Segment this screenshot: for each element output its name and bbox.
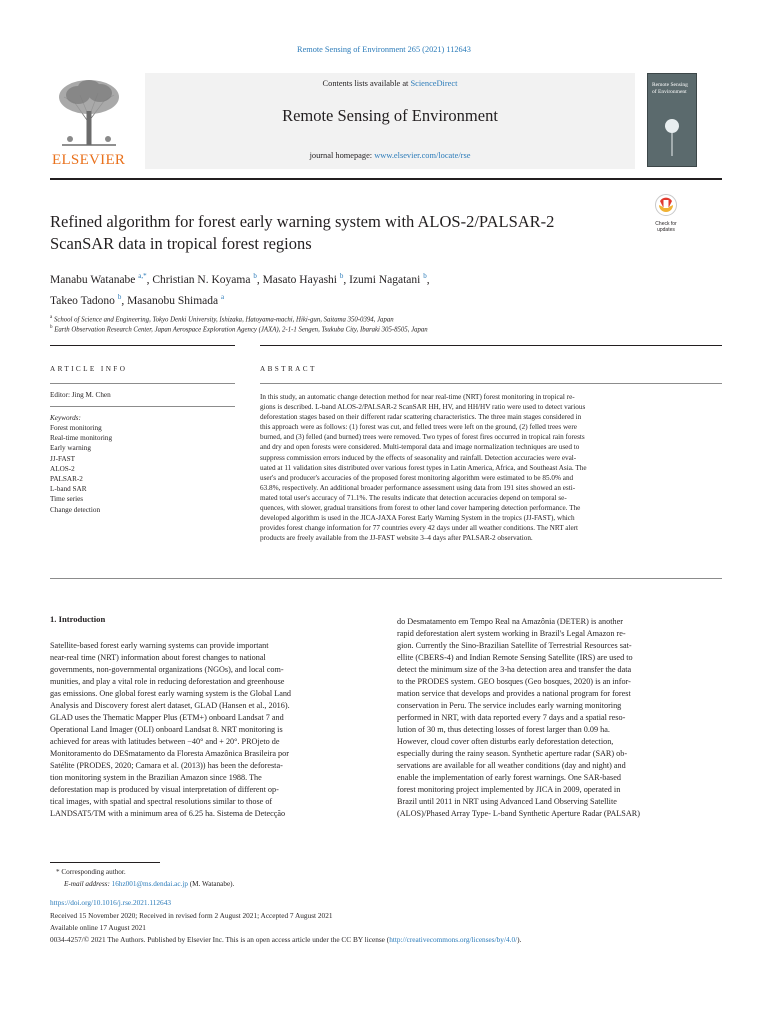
- body-line: enable the implementation of early forest warnings. One SAR-based: [397, 773, 621, 782]
- article-title: [50, 211, 670, 255]
- intro-right-column: [397, 616, 722, 820]
- abstract-bottom-rule: [50, 578, 722, 579]
- intro-left-column: [50, 640, 380, 820]
- body-line: especially during the rainy season. Synthetic aperture radar (SAR) ob-: [397, 749, 628, 758]
- abstract-line: developed algorithm is used in the JICA-JAXA Forest Early Warning System in the tropics (JJ-FAST), which: [260, 514, 575, 523]
- footnote-rule: [50, 862, 160, 863]
- article-title-line-1: Refined algorithm for forest early warning system with ALOS-2/PALSAR-2: [50, 212, 555, 231]
- keywords-list: [50, 423, 235, 515]
- journal-cover-thumbnail[interactable]: [647, 73, 697, 167]
- journal-name: Remote Sensing of Environment: [282, 106, 498, 125]
- keyword: PALSAR-2: [50, 475, 83, 484]
- abstract-line: uated at 11 validation sites distributed over various forest types in Latin America, Africa, and Southeast Asia. The: [260, 463, 587, 472]
- journal-masthead: [145, 73, 635, 169]
- body-line: to the PRODES system. GEO bosques (Geo bosques, 2020) is an infor-: [397, 677, 631, 686]
- keyword: JJ-FAST: [50, 454, 76, 463]
- doi-link[interactable]: https://doi.org/10.1016/j.rse.2021.112643: [50, 898, 172, 907]
- body-line: achieved for areas with latitudes between −40° and + 20°. PROjeto de: [50, 737, 280, 746]
- author-affiliation-mark[interactable]: b: [253, 272, 257, 280]
- available-online: Available online 17 August 2021: [50, 923, 146, 932]
- body-line: servations are available for all weather conditions (day and night) and: [397, 761, 626, 770]
- body-line: (ALOS)/Phased Array Type- L-band Synthetic Aperture Radar (PALSAR): [397, 809, 640, 818]
- license-link[interactable]: http://creativecommons.org/licenses/by/4.0/: [389, 935, 518, 944]
- contents-line: [145, 79, 635, 88]
- received-dates: Received 15 November 2020; Received in revised form 2 August 2021; Accepted 7 August 2021: [50, 911, 333, 920]
- elsevier-logo[interactable]: [50, 73, 128, 169]
- email-link[interactable]: 16hz001@ms.dendai.ac.jp: [111, 880, 188, 888]
- author-affiliation-mark[interactable]: a,*: [138, 272, 147, 280]
- body-line: Satellite-based forest early warning systems can provide important: [50, 641, 269, 650]
- author-affiliation-mark[interactable]: b: [423, 272, 427, 280]
- body-line: LANDSAT5/TM with a minimum area of 6.25 ha. Sistema de Detecção: [50, 809, 286, 818]
- abstract-line: and dry and open forests were considered. Multi-temporal data and image normalization techniques are used to: [260, 443, 580, 452]
- abstract-body: [260, 392, 718, 543]
- body-line: forest monitoring project implemented by JICA in 2009, operated in: [397, 785, 621, 794]
- body-line: conservation in Peru. The service includes early warning monitoring: [397, 701, 622, 710]
- abstract-line: gions is described. L-band ALOS-2/PALSAR-2 ScanSAR HH, HV, and HH/HV ratio were used to detect various: [260, 403, 586, 412]
- abstract-line: 63.8%, respectively. An additional broader performance assessment using data from 191 sites showed an esti-: [260, 483, 576, 492]
- editor-divider: [50, 406, 235, 407]
- affiliation-mark: a: [50, 315, 53, 320]
- body-line: Satélite (PRODES, 2020; Camara et al. (2013)) has been the deforesta-: [50, 761, 283, 770]
- body-line: lution of 30 m, thus detecting losses of forest larger than 0.09 ha.: [397, 725, 610, 734]
- affiliation-mark: b: [50, 325, 53, 330]
- abstract-line: In this study, an automatic change detection method for near real-time (NRT) forest monitoring in tropical re-: [260, 393, 575, 401]
- editor-line: Editor: Jing M. Chen: [50, 391, 111, 399]
- body-line: tical images, with spatial and spectral resolutions similar to those of: [50, 797, 273, 806]
- abstract-heading: ABSTRACT: [260, 365, 317, 373]
- journal-header: [50, 73, 722, 173]
- author-list: Manabu Watanabe $^{a,*}$, Christian N. Koyama $^b$, Masato Hayashi $^b$, Izumi Nagatani $^b$, Takeo Tadono $^b$, Masanobu Shimada $^a$: [50, 272, 430, 307]
- keyword: ALOS-2: [50, 464, 75, 473]
- body-line: Operational Land Imager (OLI) onboard Landsat 8. NRT monitoring is: [50, 725, 283, 734]
- check-for-updates-button[interactable]: [648, 193, 684, 233]
- body-line: mation service that develops and provides a national program for forest: [397, 689, 631, 698]
- keyword: Time series: [50, 495, 84, 504]
- check-updates-label: [648, 222, 684, 233]
- body-line: However, cloud cover often disturbs early deforestation detection,: [397, 737, 614, 746]
- license-line: [50, 935, 730, 946]
- abstract-line: this approach were as follows: (1) forest was cut, and felled trees were left on the ground, (2) felled trees were: [260, 423, 577, 432]
- author[interactable]: Masato Hayashi $^b$: [262, 272, 344, 286]
- check-updates-line-2: updates: [657, 226, 675, 233]
- body-line: GLAD uses the Thematic Mapper Plus (ETM+) onboard Landsat 7 and: [50, 713, 284, 722]
- keyword: Real-time monitoring: [50, 434, 113, 443]
- email-suffix: (M. Watanabe).: [187, 880, 235, 888]
- author-affiliation-mark[interactable]: b: [117, 292, 122, 301]
- email-label: E-mail address:: [64, 880, 112, 888]
- abstract-line: mated total user's accuracy of 71.1%. The results indicate that detection accuracies depend on temporal se-: [260, 493, 567, 502]
- abstract-line: burned, and (3) felled (and burned) trees were removed. Two types of forest fires occurred in tropical rain forests: [260, 433, 585, 442]
- body-line: governments, non-governmental organizations (NGOs), and local com-: [50, 665, 284, 674]
- license-suffix: ).: [517, 935, 522, 944]
- license-prefix: 0034-4257/© 2021 The Authors. Published by Elsevier Inc. This is an open access article under the CC BY license (: [50, 935, 390, 944]
- article-info-rule: [50, 345, 235, 346]
- author-affiliation-mark[interactable]: b: [339, 272, 344, 280]
- keywords-label: Keywords:: [50, 414, 81, 422]
- cover-graphic-icon: [648, 74, 696, 166]
- affiliation-text: Earth Observation Research Center, Japan Aerospace Exploration Agency (JAXA), 2-1-1 Sengen, Tsukuba City, Ibaraki 305-8505, Japan: [54, 326, 428, 334]
- body-line: detect the minimum size of the 3-ha detection area and transfer the data: [397, 665, 632, 674]
- journal-citation[interactable]: Remote Sensing of Environment 265 (2021) 112643: [297, 45, 471, 54]
- body-line: deforestation map is produced by visual interpretation of different op-: [50, 785, 279, 794]
- contents-prefix: Contents lists available at: [322, 79, 411, 88]
- body-line: Analysis and Discovery forest alert dataset, GLAD (Hansen et al., 2016).: [50, 701, 290, 710]
- email-note: [64, 879, 234, 890]
- journal-homepage-link[interactable]: www.elsevier.com/locate/rse: [374, 151, 471, 160]
- cover-title: Remote Sensing of Environment: [652, 82, 688, 95]
- abstract-rule: [260, 345, 722, 346]
- abstract-line: suppress commission errors induced by the effects of seasonality and rainfall. Detection accuracies were eval-: [260, 453, 577, 462]
- keyword: Change detection: [50, 505, 101, 514]
- header-rule: [50, 178, 722, 180]
- abstract-line: provides forest change information for 77 countries every 42 days under all weather conditions. The NRT alert: [260, 524, 579, 533]
- body-line: near-real time (NRT) information about forest changes to national: [50, 653, 266, 662]
- article-title-line-2: ScanSAR data in tropical forest regions: [50, 234, 312, 253]
- author[interactable]: Takeo Tadono $^b$: [50, 292, 122, 307]
- abstract-divider: [260, 383, 722, 384]
- body-line: gas emissions. One global forest early warning system is the Global Land: [50, 689, 292, 698]
- section-heading-introduction: 1. Introduction: [50, 614, 106, 624]
- author[interactable]: Izumi Nagatani $^b$: [349, 272, 427, 286]
- check-updates-line-1: Check for: [655, 221, 677, 227]
- article-info-divider: [50, 383, 235, 384]
- abstract-line: deforestation stages based on their different radar scattering characteristics. The three main stages considered in: [260, 413, 582, 422]
- body-line: do Desmatamento em Tempo Real na Amazônia (DETER) is another: [397, 617, 623, 626]
- author[interactable]: Masanobu Shimada $^a$: [127, 292, 225, 307]
- author[interactable]: Manabu Watanabe $^{a,*}$: [50, 272, 147, 286]
- abstract-line: user's and producer's accuracies of the proposed forest monitoring algorithm were estimated to be 85.0% and: [260, 473, 574, 482]
- body-line: ellite (CBERS-4) and Indian Remote Sensing Satellite (IRS) are used to: [397, 653, 633, 662]
- author-affiliation-mark[interactable]: a: [220, 292, 225, 301]
- body-line: munities, and play a vital role in reducing deforestation and greenhouse: [50, 677, 285, 686]
- sciencedirect-link[interactable]: ScienceDirect: [410, 79, 458, 88]
- keyword: Early warning: [50, 444, 91, 453]
- body-line: Monitoramento do DESmatamento da Floresta Amazônica Brasileira por: [50, 749, 289, 758]
- body-line: performed in NRT, with data reported every 7 days and a spatial reso-: [397, 713, 626, 722]
- author[interactable]: Christian N. Koyama $^b$: [152, 272, 257, 286]
- body-line: rapid deforestation alert system working in Brazil's Legal Amazon re-: [397, 629, 626, 638]
- article-info-heading: ARTICLE INFO: [50, 365, 128, 373]
- body-line: tion monitoring system in the Brazilian Amazon since 1988. The: [50, 773, 262, 782]
- abstract-line: products are freely available from the JJ-FAST website 3–4 days after PALSAR-2 observation.: [260, 534, 533, 543]
- elsevier-wordmark: ELSEVIER: [52, 152, 126, 168]
- keyword: Forest monitoring: [50, 424, 102, 432]
- body-line: Brazil until 2011 in NRT using Advanced Land Observing Satellite: [397, 797, 617, 806]
- affiliation-text: School of Science and Engineering, Tokyo Denki University, Ishizaka, Hatoyama-machi, Hiki-gun, Saitama 350-0394, Japan: [53, 316, 394, 324]
- body-line: gion. Currently the Sino-Brazilian Satellite of Terrestrial Resources sat-: [397, 641, 632, 650]
- elsevier-tree-icon: [50, 73, 128, 151]
- homepage-line: [145, 151, 635, 160]
- homepage-prefix: journal homepage:: [309, 151, 375, 160]
- affiliation: [50, 323, 730, 334]
- corresponding-author-note: * Corresponding author.: [56, 868, 126, 876]
- keyword: L-band SAR: [50, 485, 87, 494]
- abstract-line: quences, with slower, gradual transitions from forest to other land cover hampering detection performance. The: [260, 504, 581, 513]
- check-updates-icon: [648, 193, 684, 217]
